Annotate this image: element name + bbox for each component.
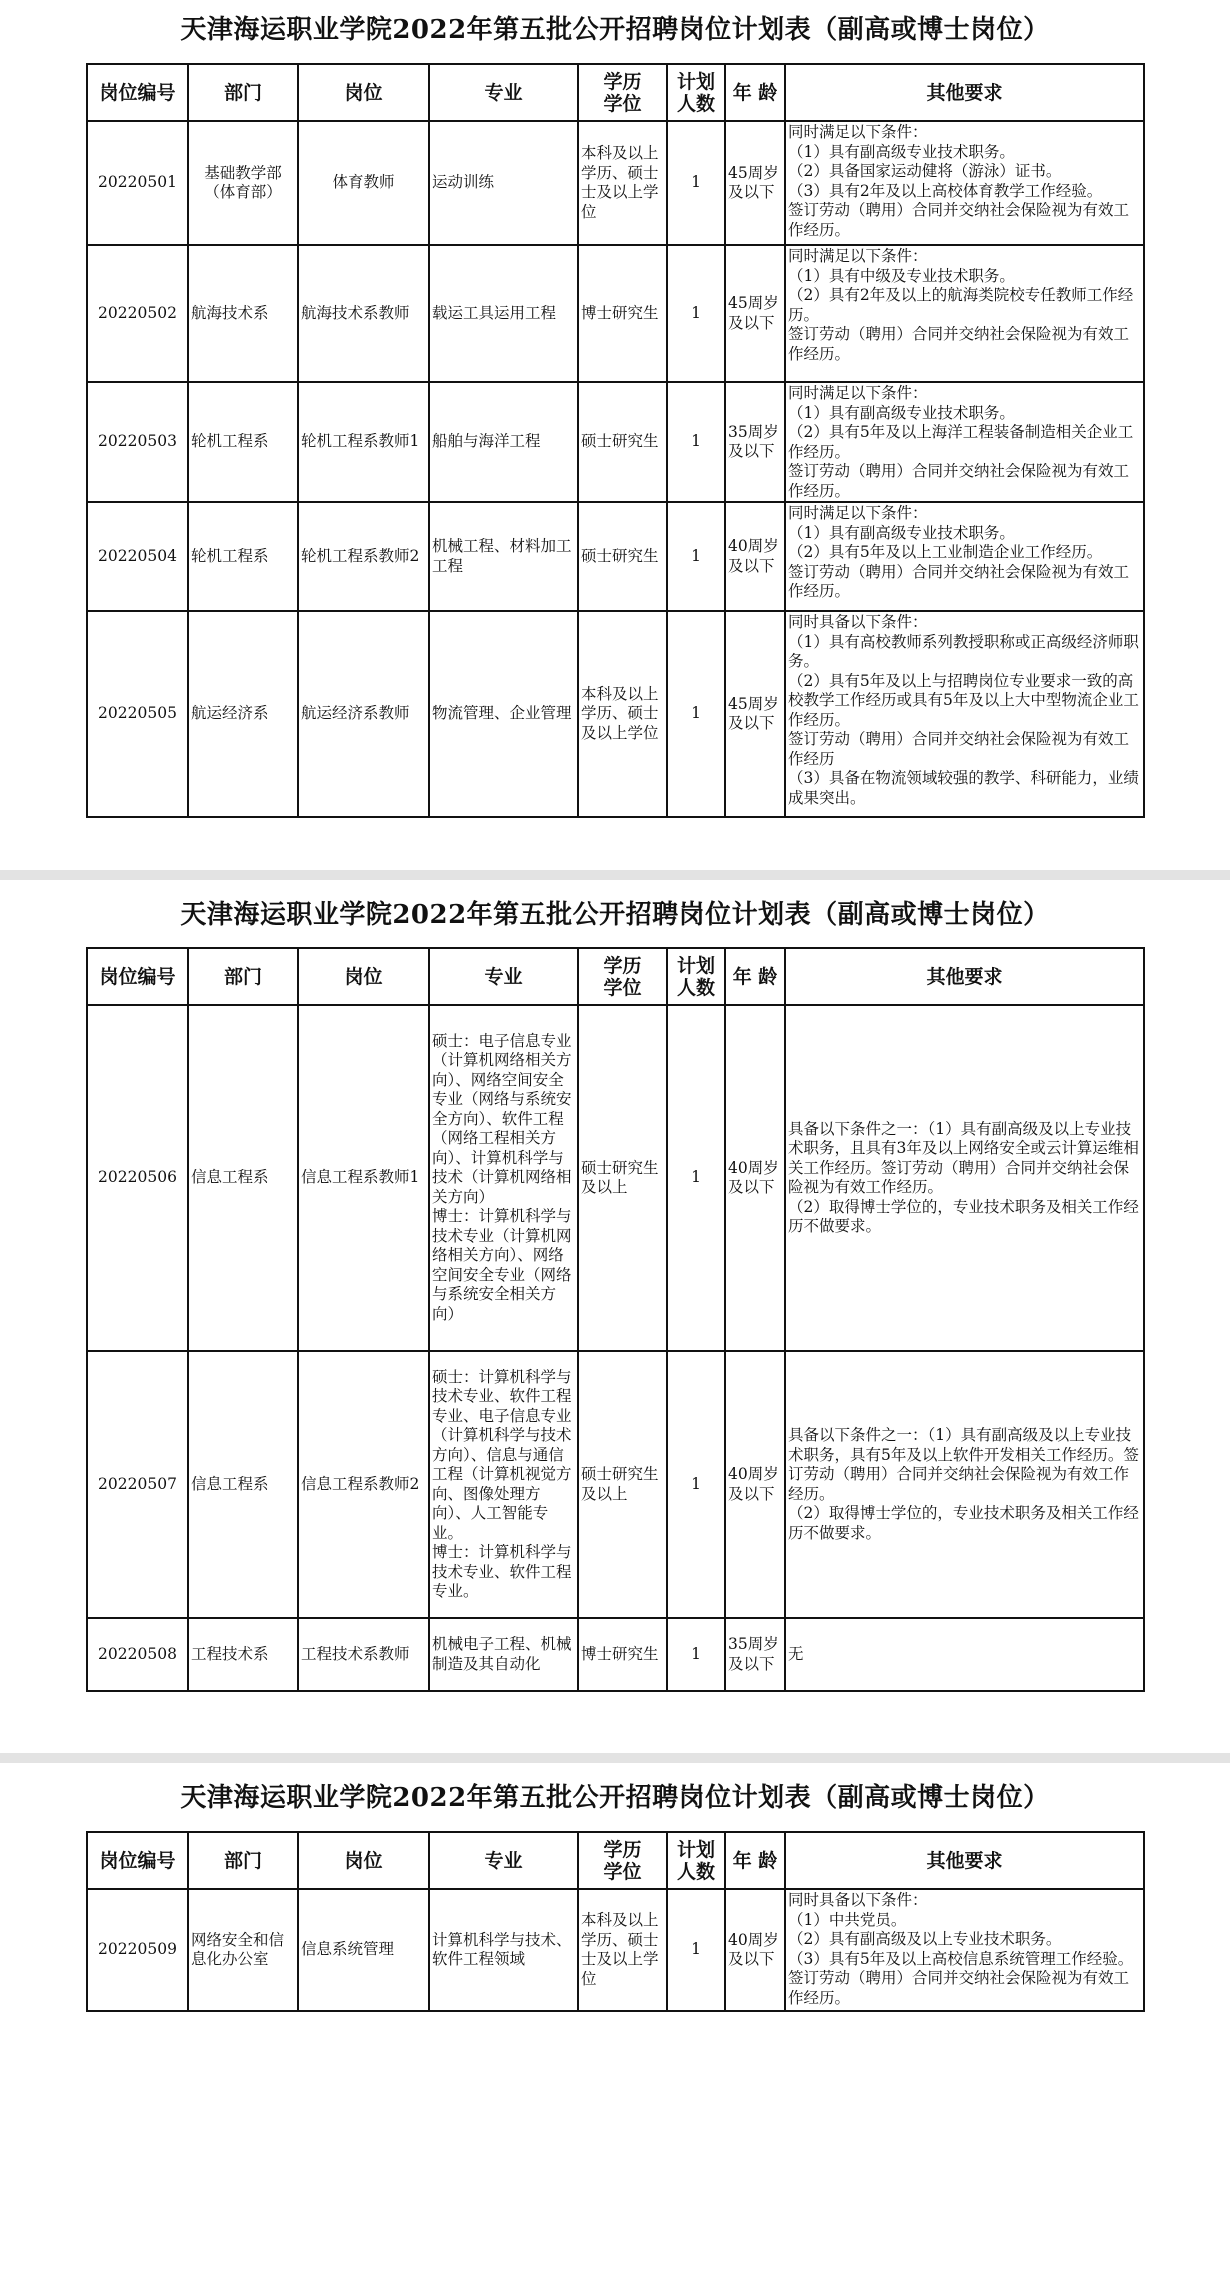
header-edu: 学历 学位 — [578, 948, 667, 1005]
table-row — [87, 1351, 1144, 1618]
cell-num: 1 — [667, 382, 725, 502]
header-post: 岗位 — [298, 64, 429, 121]
cell-post: 信息工程系教师2 — [298, 1351, 429, 1618]
header-id: 岗位编号 — [87, 1832, 188, 1889]
cell-post: 轮机工程系教师1 — [298, 382, 429, 502]
table-row — [87, 382, 1144, 502]
header-dept: 部门 — [188, 1832, 298, 1889]
cell-age: 40周岁及以下 — [725, 1005, 785, 1351]
cell-edu: 本科及以上学历、硕士及以上学位 — [578, 611, 667, 817]
cell-dept: 工程技术系 — [188, 1618, 298, 1691]
cell-num: 1 — [667, 245, 725, 382]
table-row — [87, 1889, 1144, 2011]
table-header-row — [87, 64, 1144, 121]
cell-edu: 硕士研究生 — [578, 502, 667, 611]
cell-major: 机械电子工程、机械制造及其自动化 — [429, 1618, 578, 1691]
header-dept: 部门 — [188, 64, 298, 121]
cell-post: 航运经济系教师 — [298, 611, 429, 817]
header-post: 岗位 — [298, 1832, 429, 1889]
table-row — [87, 1618, 1144, 1691]
cell-major: 硕士：电子信息专业（计算机网络相关方向）、网络空间安全专业（网络与系统安全方向）、软件工程（网络工程相关方向）、计算机科学与技术（计算机网络相关方向） 博士：计算机科学与技术专业（计算机网络相关方向）、网络空间安全专业（网络与系统安全相关方向） — [429, 1005, 578, 1351]
header-num: 计划 人数 — [667, 1832, 725, 1889]
header-edu: 学历 学位 — [578, 1832, 667, 1889]
cell-id: 20220506 — [87, 1005, 188, 1351]
page-2-table — [86, 947, 1145, 1692]
cell-edu: 硕士研究生及以上 — [578, 1351, 667, 1618]
cell-num: 1 — [667, 1351, 725, 1618]
cell-dept: 网络安全和信息化办公室 — [188, 1889, 298, 2011]
header-id: 岗位编号 — [87, 64, 188, 121]
cell-num: 1 — [667, 1618, 725, 1691]
header-age: 年 龄 — [725, 64, 785, 121]
cell-age: 45周岁及以下 — [725, 245, 785, 382]
cell-major: 载运工具运用工程 — [429, 245, 578, 382]
page-3-title: 天津海运职业学院2022年第五批公开招聘岗位计划表（副高或博士岗位） — [180, 1783, 1050, 1813]
cell-post: 信息工程系教师1 — [298, 1005, 429, 1351]
table-header-row — [87, 948, 1144, 1005]
cell-num: 1 — [667, 1889, 725, 2011]
cell-edu: 博士研究生 — [578, 245, 667, 382]
cell-num: 1 — [667, 1005, 725, 1351]
cell-dept: 航运经济系 — [188, 611, 298, 817]
cell-id: 20220502 — [87, 245, 188, 382]
cell-edu: 硕士研究生及以上 — [578, 1005, 667, 1351]
table-row — [87, 1005, 1144, 1351]
cell-post: 轮机工程系教师2 — [298, 502, 429, 611]
header-major: 专业 — [429, 1832, 578, 1889]
cell-other: 无 — [785, 1618, 1144, 1691]
cell-edu: 博士研究生 — [578, 1618, 667, 1691]
header-major: 专业 — [429, 64, 578, 121]
cell-age: 40周岁及以下 — [725, 1889, 785, 2011]
cell-dept: 基础教学部 （体育部） — [188, 121, 298, 245]
header-age: 年 龄 — [725, 1832, 785, 1889]
cell-id: 20220505 — [87, 611, 188, 817]
cell-age: 35周岁及以下 — [725, 1618, 785, 1691]
cell-major: 计算机科学与技术、软件工程领域 — [429, 1889, 578, 2011]
cell-other: 同时满足以下条件： （1）具有中级及专业技术职务。 （2）具有2年及以上的航海类院校专任教师工作经历。 签订劳动（聘用）合同并交纳社会保险视为有效工作经历。 — [785, 245, 1144, 382]
cell-major: 机械工程、材料加工工程 — [429, 502, 578, 611]
cell-num: 1 — [667, 611, 725, 817]
cell-id: 20220509 — [87, 1889, 188, 2011]
cell-edu: 本科及以上学历、硕士士及以上学位 — [578, 1889, 667, 2011]
header-major: 专业 — [429, 948, 578, 1005]
header-num: 计划 人数 — [667, 948, 725, 1005]
cell-id: 20220503 — [87, 382, 188, 502]
cell-id: 20220504 — [87, 502, 188, 611]
page-1-title: 天津海运职业学院2022年第五批公开招聘岗位计划表（副高或博士岗位） — [180, 15, 1050, 45]
cell-other: 同时满足以下条件： （1）具有副高级专业技术职务。 （2）具备国家运动健将（游泳）证书。 （3）具有2年及以上高校体育教学工作经验。 签订劳动（聘用）合同并交纳社会保险视为有效工作经历。 — [785, 121, 1144, 245]
cell-dept: 信息工程系 — [188, 1351, 298, 1618]
cell-major: 船舶与海洋工程 — [429, 382, 578, 502]
cell-other: 同时满足以下条件： （1）具有副高级专业技术职务。 （2）具有5年及以上海洋工程装备制造相关企业工作经历。 签订劳动（聘用）合同并交纳社会保险视为有效工作经历。 — [785, 382, 1144, 502]
cell-id: 20220501 — [87, 121, 188, 245]
cell-other: 同时具备以下条件： （1）中共党员。 （2）具有副高级及以上专业技术职务。 （3）具有5年及以上高校信息系统管理工作经验。签订劳动（聘用）合同并交纳社会保险视为有效工作经历。 — [785, 1889, 1144, 2011]
cell-edu: 本科及以上学历、硕士士及以上学位 — [578, 121, 667, 245]
cell-other: 同时满足以下条件： （1）具有副高级专业技术职务。 （2）具有5年及以上工业制造企业工作经历。 签订劳动（聘用）合同并交纳社会保险视为有效工作经历。 — [785, 502, 1144, 611]
page-2-title: 天津海运职业学院2022年第五批公开招聘岗位计划表（副高或博士岗位） — [180, 900, 1050, 930]
cell-id: 20220507 — [87, 1351, 188, 1618]
header-dept: 部门 — [188, 948, 298, 1005]
cell-num: 1 — [667, 502, 725, 611]
header-other: 其他要求 — [785, 1832, 1144, 1889]
cell-other: 具备以下条件之一：（1）具有副高级及以上专业技术职务，且具有3年及以上网络安全或云计算运维相关工作经历。签订劳动（聘用）合同并交纳社会保险视为有效工作经历。 （2）取得博士学位的，专业技术职务及相关工作经历不做要求。 — [785, 1005, 1144, 1351]
cell-dept: 信息工程系 — [188, 1005, 298, 1351]
cell-age: 40周岁及以下 — [725, 502, 785, 611]
header-age: 年 龄 — [725, 948, 785, 1005]
cell-edu: 硕士研究生 — [578, 382, 667, 502]
cell-dept: 轮机工程系 — [188, 502, 298, 611]
table-row — [87, 121, 1144, 245]
cell-other: 同时具备以下条件： （1）具有高校教师系列教授职称或正高级经济师职务。 （2）具有5年及以上与招聘岗位专业要求一致的高校教学工作经历或具有5年及以上大中型物流企业工作经历。 签订劳动（聘用）合同并交纳社会保险视为有效工作经历 （3）具备在物流领域较强的教学、科研能力，业绩成果突出。 — [785, 611, 1144, 817]
cell-post: 航海技术系教师 — [298, 245, 429, 382]
cell-major: 物流管理、企业管理 — [429, 611, 578, 817]
cell-age: 45周岁及以下 — [725, 611, 785, 817]
cell-dept: 轮机工程系 — [188, 382, 298, 502]
cell-major: 运动训练 — [429, 121, 578, 245]
cell-post: 信息系统管理 — [298, 1889, 429, 2011]
cell-num: 1 — [667, 121, 725, 245]
cell-post: 工程技术系教师 — [298, 1618, 429, 1691]
header-id: 岗位编号 — [87, 948, 188, 1005]
cell-age: 35周岁及以下 — [725, 382, 785, 502]
table-header-row — [87, 1832, 1144, 1889]
header-other: 其他要求 — [785, 948, 1144, 1005]
header-edu: 学历 学位 — [578, 64, 667, 121]
cell-age: 40周岁及以下 — [725, 1351, 785, 1618]
header-post: 岗位 — [298, 948, 429, 1005]
cell-other: 具备以下条件之一：（1）具有副高级及以上专业技术职务，具有5年及以上软件开发相关工作经历。签订劳动（聘用）合同并交纳社会保险视为有效工作经历。 （2）取得博士学位的，专业技术职务及相关工作经历不做要求。 — [785, 1351, 1144, 1618]
page-3-table — [86, 1831, 1145, 2012]
table-row — [87, 245, 1144, 382]
header-other: 其他要求 — [785, 64, 1144, 121]
table-row — [87, 502, 1144, 611]
cell-id: 20220508 — [87, 1618, 188, 1691]
cell-dept: 航海技术系 — [188, 245, 298, 382]
page-separator — [0, 1753, 1230, 1763]
cell-post: 体育教师 — [298, 121, 429, 245]
page-separator — [0, 870, 1230, 880]
cell-major: 硕士：计算机科学与技术专业、软件工程专业、电子信息专业（计算机科学与技术方向）、信息与通信工程（计算机视觉方向、图像处理方向）、人工智能专业。 博士：计算机科学与技术专业、软件工程专业。 — [429, 1351, 578, 1618]
page-1-table — [86, 63, 1145, 818]
cell-age: 45周岁及以下 — [725, 121, 785, 245]
header-num: 计划 人数 — [667, 64, 725, 121]
table-row — [87, 611, 1144, 817]
